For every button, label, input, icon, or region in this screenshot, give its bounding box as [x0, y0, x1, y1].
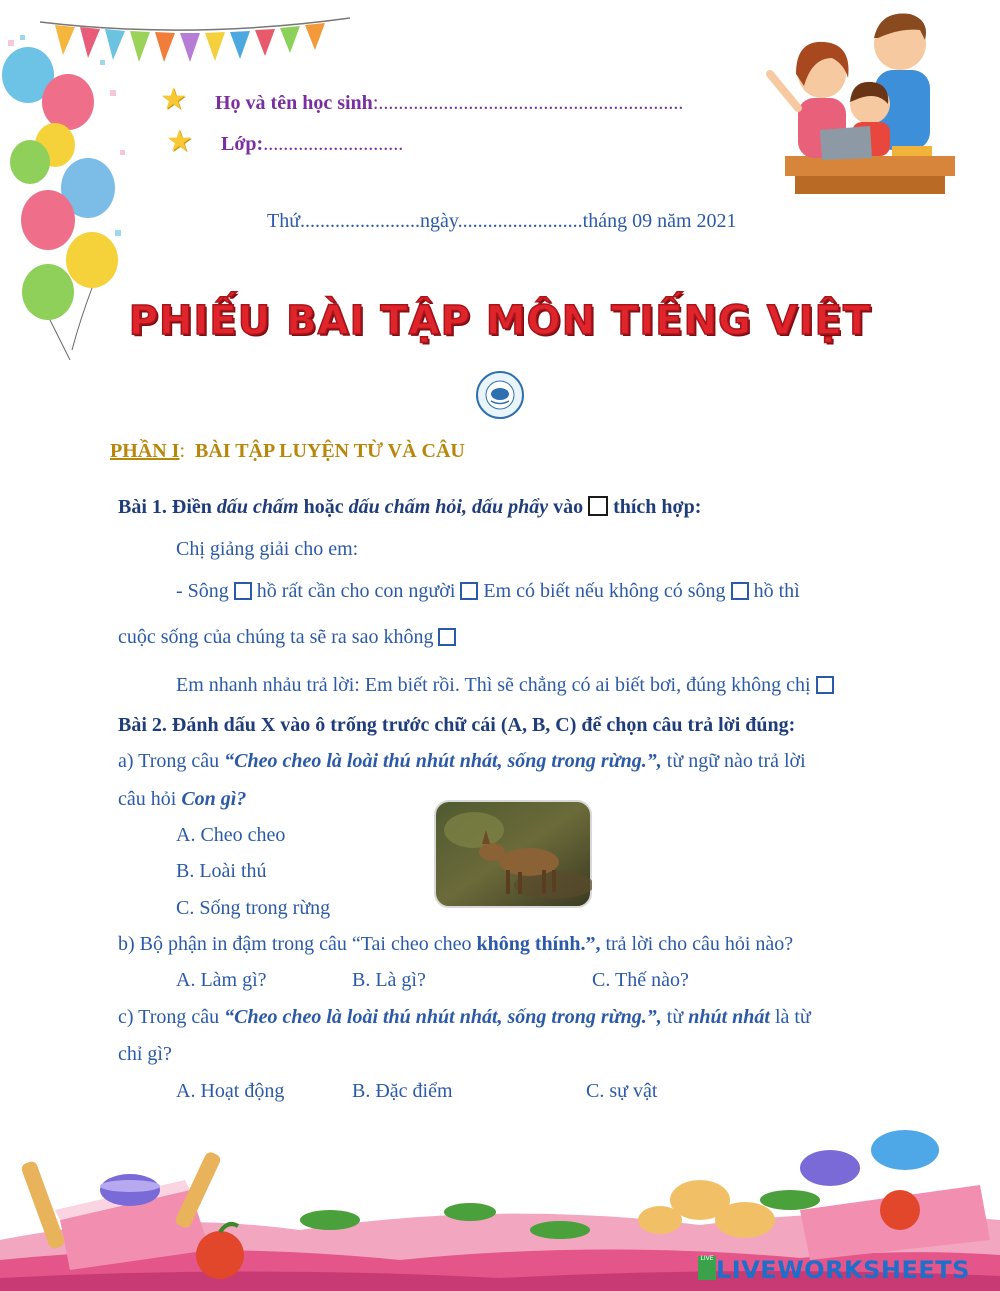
bai2-c-pre: c) Trong câu	[118, 1006, 225, 1028]
class-line[interactable]	[221, 133, 403, 156]
section-text: BÀI TẬP LUYỆN TỪ VÀ CÂU	[195, 440, 465, 462]
bai2-heading: Bài 2. Đánh dấu X vào ô trống trước chữ cái (A, B, C) để chọn câu trả lời đúng:	[118, 714, 796, 736]
option-c-3[interactable]: C. sự vật	[586, 1080, 658, 1102]
bai2-c-line1	[118, 1006, 811, 1029]
option-a-1[interactable]: A. Cheo cheo	[176, 824, 286, 846]
bai1-p3: hoặc	[298, 496, 349, 518]
bai2-a-l2b: Con gì?	[181, 788, 247, 810]
bai2-b-bold: không thính.”,	[476, 933, 601, 955]
bai1-p5: vào	[548, 496, 589, 518]
bai1-line1: Chị giảng giải cho em:	[176, 538, 359, 560]
class-dots: ............................	[263, 133, 404, 155]
bai2-c-line2: chỉ gì?	[118, 1043, 172, 1065]
bai1-l2d: hồ thì	[748, 580, 800, 602]
bai1-l3a: cuộc sống của chúng ta sẽ ra sao không	[118, 626, 439, 648]
family-illustration	[760, 8, 960, 200]
option-a-2[interactable]: B. Loài thú	[176, 860, 267, 882]
bai1-p4: dấu chấm hỏi, dấu phẩy	[348, 496, 549, 518]
bai1-l2a: - Sông	[176, 580, 234, 602]
watermark	[698, 1256, 970, 1284]
school-logo-icon	[474, 370, 526, 420]
option-b-1[interactable]: A. Làm gì?	[176, 969, 267, 991]
page-title: PHIẾU BÀI TẬP MÔN TIẾNG VIỆT	[128, 298, 872, 344]
class-label: Lớp:	[221, 133, 264, 155]
mouse-deer-photo	[434, 800, 592, 908]
bai2-a-quote: “Cheo cheo là loài thú nhút nhát, sống trong rừng.”,	[224, 750, 662, 772]
answer-box-2[interactable]	[460, 582, 478, 600]
bai1-l2b: hồ rất cần cho con người	[251, 580, 461, 602]
bai2-b-pre: b) Bộ phận in đậm trong câu “Tai cheo cheo	[118, 933, 477, 955]
bai2-b-line	[118, 933, 793, 956]
option-b-2[interactable]: B. Là gì?	[352, 969, 426, 991]
bai2-a-line1	[118, 750, 806, 773]
bai1-p1: Bài 1. Điền	[118, 496, 217, 518]
bai2-c-post: là từ	[769, 1006, 811, 1028]
bai2-a-pre: a) Trong câu	[118, 750, 225, 772]
answer-box-5[interactable]	[816, 676, 834, 694]
option-c-2[interactable]: B. Đặc điểm	[352, 1080, 453, 1102]
bai1-line4	[176, 674, 834, 697]
star-icon: ★	[166, 125, 193, 158]
bai1-line3	[118, 626, 456, 649]
star-icon: ★	[160, 83, 187, 116]
student-name-line[interactable]	[215, 92, 683, 115]
section-separator: :	[179, 440, 186, 462]
answer-box-4[interactable]	[438, 628, 456, 646]
answer-box-1[interactable]	[234, 582, 252, 600]
bai1-heading	[118, 496, 701, 519]
bai1-line2	[176, 580, 800, 603]
bai2-c-quote: “Cheo cheo là loài thú nhút nhát, sống trong rừng.”,	[224, 1006, 662, 1028]
student-name-label: Họ và tên học sinh	[215, 92, 373, 114]
bai2-a-l2a: câu hỏi	[118, 788, 182, 810]
student-name-dots: :.............................................................	[372, 92, 684, 114]
bai2-a-line2	[118, 788, 246, 811]
section-heading	[110, 440, 465, 463]
section-label: PHẦN I	[110, 440, 180, 462]
bai2-b-post: trả lời cho câu hỏi nào?	[600, 933, 794, 955]
checkbox-icon	[588, 496, 608, 516]
watermark-text: LIVEWORKSHEETS	[716, 1256, 970, 1284]
bai1-p6: thích hợp:	[608, 496, 702, 518]
bai1-l2c: Em có biết nếu không có sông	[478, 580, 731, 602]
answer-box-3[interactable]	[731, 582, 749, 600]
bai1-p2: dấu chấm	[216, 496, 299, 518]
watermark-badge: LIVE	[698, 1256, 716, 1280]
date-line[interactable]: Thứ........................ngày.........................tháng 09 năm 2021	[267, 210, 737, 232]
option-b-3[interactable]: C. Thế nào?	[592, 969, 689, 991]
bai2-c-mid: từ	[661, 1006, 689, 1028]
option-a-3[interactable]: C. Sống trong rừng	[176, 897, 331, 919]
bai2-c-word: nhút nhát	[688, 1006, 770, 1028]
bai1-l4a: Em nhanh nhảu trả lời: Em biết rồi. Thì sẽ chẳng có ai biết bơi, đúng không chị	[176, 674, 816, 696]
bai2-a-post: từ ngữ nào trả lời	[661, 750, 806, 772]
option-c-1[interactable]: A. Hoạt động	[176, 1080, 285, 1102]
